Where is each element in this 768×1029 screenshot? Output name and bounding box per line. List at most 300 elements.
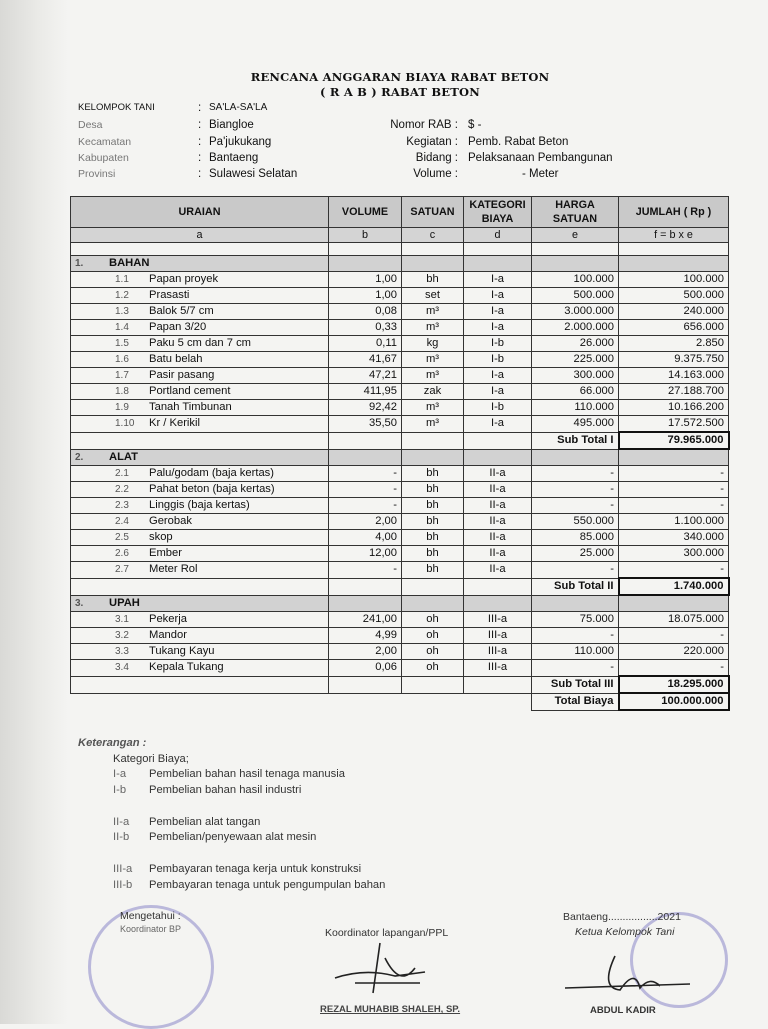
item-price: -: [532, 660, 619, 677]
section-name: ALAT: [109, 450, 138, 463]
item-category: I-a: [464, 416, 532, 433]
item-category: I-a: [464, 272, 532, 288]
item-number: 1.6: [115, 354, 129, 365]
item-price: 26.000: [532, 336, 619, 352]
item-category: I-b: [464, 336, 532, 352]
keterangan-code: I-b: [113, 784, 127, 796]
section-row: [71, 449, 729, 466]
info-value: SA'LA-SA'LA: [209, 102, 268, 113]
section-title: [71, 449, 329, 466]
item-unit: bh: [402, 272, 464, 288]
section-cell: [464, 449, 532, 466]
item-cell: [71, 612, 329, 628]
table-row: [71, 288, 729, 304]
col-letter: c: [402, 228, 464, 243]
section-cell: [402, 595, 464, 612]
sig-right-role: Ketua Kelompok Tani: [575, 926, 675, 938]
subtotal-empty: [464, 578, 532, 595]
subtotal-value: 1.740.000: [619, 578, 729, 595]
signature-right: [560, 948, 700, 1003]
blank-cell: [329, 243, 402, 256]
item-volume: -: [329, 498, 402, 514]
info-value: Pa'jukukang: [209, 136, 272, 148]
item-volume: 0,08: [329, 304, 402, 320]
subtotal-empty: [464, 676, 532, 693]
section-name: UPAH: [109, 596, 140, 609]
item-number: 1.3: [115, 306, 129, 317]
keterangan-code: II-b: [113, 831, 130, 843]
total-empty: [329, 693, 402, 710]
item-volume: 241,00: [329, 612, 402, 628]
item-price: -: [532, 562, 619, 579]
item-cell: [71, 466, 329, 482]
item-name: Papan proyek: [149, 273, 219, 285]
col-letter: b: [329, 228, 402, 243]
item-unit: oh: [402, 660, 464, 677]
item-name: Tanah Timbunan: [149, 401, 232, 413]
keterangan-code: III-a: [113, 863, 133, 875]
item-total: 2.850: [619, 336, 729, 352]
item-total: 500.000: [619, 288, 729, 304]
subtotal-empty: [71, 676, 329, 693]
col-header-satuan: SATUAN: [402, 197, 464, 228]
item-category: II-a: [464, 514, 532, 530]
item-volume: 1,00: [329, 272, 402, 288]
item-price: -: [532, 482, 619, 498]
item-number: 2.6: [115, 548, 129, 559]
section-cell: [402, 449, 464, 466]
item-total: 9.375.750: [619, 352, 729, 368]
document-page: [70, 0, 768, 1024]
item-name: Linggis (baja kertas): [149, 499, 250, 511]
item-cell: [71, 514, 329, 530]
item-name: Pasir pasang: [149, 369, 215, 381]
item-number: 2.4: [115, 516, 129, 527]
item-total: 17.572.500: [619, 416, 729, 433]
item-number: 1.4: [115, 322, 129, 333]
item-total: 14.163.000: [619, 368, 729, 384]
sig-right-place-date: Bantaeng.................2021: [563, 911, 681, 923]
item-volume: 4,00: [329, 530, 402, 546]
info-sep: :: [198, 102, 202, 114]
info-right-label: Nomor RAB :: [390, 119, 458, 131]
section-row: [71, 256, 729, 272]
item-total: 27.188.700: [619, 384, 729, 400]
item-category: III-a: [464, 660, 532, 677]
item-volume: 35,50: [329, 416, 402, 433]
table-row: [71, 562, 729, 579]
item-volume: -: [329, 482, 402, 498]
item-unit: set: [402, 288, 464, 304]
subtotal-empty: [402, 676, 464, 693]
item-price: 25.000: [532, 546, 619, 562]
item-cell: [71, 628, 329, 644]
keterangan-item: [113, 863, 361, 875]
info-right-label: Volume :: [413, 168, 458, 180]
keterangan-text: Pembelian/penyewaan alat mesin: [149, 831, 317, 843]
item-unit: m³: [402, 400, 464, 416]
total-empty: [71, 693, 329, 710]
item-price: 300.000: [532, 368, 619, 384]
section-cell: [619, 595, 729, 612]
item-number: 2.1: [115, 468, 129, 479]
col-header-volume: VOLUME: [329, 197, 402, 228]
item-name: Gerobak: [149, 515, 192, 527]
keterangan-text: Pembelian bahan hasil industri: [149, 784, 302, 796]
item-name: Kr / Kerikil: [149, 417, 200, 430]
table-row: [71, 384, 729, 400]
keterangan-subtitle: Kategori Biaya;: [113, 753, 189, 765]
item-category: III-a: [464, 644, 532, 660]
item-unit: zak: [402, 384, 464, 400]
item-price: 500.000: [532, 288, 619, 304]
item-category: I-a: [464, 288, 532, 304]
item-number: 2.3: [115, 500, 129, 511]
section-name: BAHAN: [109, 257, 150, 269]
table-row: [71, 416, 729, 433]
section-cell: [464, 595, 532, 612]
item-unit: m³: [402, 352, 464, 368]
info-label: KELOMPOK TANI: [78, 102, 155, 113]
col-header-uraian: URAIAN: [71, 197, 329, 228]
table-row: [71, 400, 729, 416]
item-number: 1.7: [115, 370, 129, 381]
document-title: RENCANA ANGGARAN BIAYA RABAT BETON: [250, 70, 550, 84]
item-number: 1.8: [115, 386, 129, 397]
blank-cell: [619, 243, 729, 256]
table-row: [71, 546, 729, 562]
item-number: 2.5: [115, 532, 129, 543]
item-category: I-a: [464, 368, 532, 384]
item-total: 340.000: [619, 530, 729, 546]
item-name: Pekerja: [149, 613, 187, 625]
item-volume: -: [329, 562, 402, 579]
item-cell: [71, 660, 329, 677]
item-volume: 92,42: [329, 400, 402, 416]
info-label: Desa: [78, 119, 103, 131]
table-row: [71, 498, 729, 514]
item-unit: m³: [402, 416, 464, 433]
section-cell: [532, 595, 619, 612]
item-number: 1.1: [115, 274, 129, 285]
item-number: 3.4: [115, 662, 129, 674]
item-category: I-a: [464, 304, 532, 320]
item-unit: kg: [402, 336, 464, 352]
item-total: -: [619, 482, 729, 498]
item-number: 1.10: [115, 418, 135, 430]
subtotal-empty: [71, 578, 329, 595]
table-body: [71, 243, 729, 711]
item-unit: oh: [402, 612, 464, 628]
sig-middle-name: REZAL MUHABIB SHALEH, SP.: [320, 1004, 461, 1015]
item-volume: 0,33: [329, 320, 402, 336]
subtotal-value: 18.295.000: [619, 676, 729, 693]
item-total: -: [619, 466, 729, 482]
item-volume: 2,00: [329, 644, 402, 660]
item-cell: [71, 562, 329, 579]
section-cell: [329, 256, 402, 272]
keterangan-item: [113, 784, 301, 796]
table-row: [71, 644, 729, 660]
info-right-value: $ -: [468, 119, 482, 131]
item-cell: [71, 272, 329, 288]
col-letter: a: [71, 228, 329, 243]
subtotal-empty: [402, 578, 464, 595]
item-category: II-a: [464, 466, 532, 482]
total-value: 100.000.000: [619, 693, 729, 710]
item-total: -: [619, 498, 729, 514]
item-cell: [71, 352, 329, 368]
item-volume: 47,21: [329, 368, 402, 384]
document-subtitle: ( R A B ) RABAT BETON: [320, 85, 480, 99]
item-cell: [71, 288, 329, 304]
item-unit: m³: [402, 320, 464, 336]
item-category: I-b: [464, 352, 532, 368]
keterangan-text: Pembayaran tenaga kerja untuk konstruksi: [149, 863, 362, 875]
col-header-jumlah: JUMLAH ( Rp ): [619, 197, 729, 228]
item-cell: [71, 384, 329, 400]
item-number: 2.7: [115, 564, 129, 576]
item-cell: [71, 416, 329, 433]
item-cell: [71, 644, 329, 660]
table-row: [71, 336, 729, 352]
item-price: 110.000: [532, 644, 619, 660]
subtotal-label: Sub Total II: [532, 578, 619, 595]
subtotal-empty: [402, 432, 464, 449]
item-cell: [71, 304, 329, 320]
item-cell: [71, 546, 329, 562]
item-number: 1.2: [115, 290, 129, 301]
table-row: [71, 530, 729, 546]
item-name: Meter Rol: [149, 563, 198, 576]
item-price: 550.000: [532, 514, 619, 530]
table-row: [71, 612, 729, 628]
table-row: [71, 368, 729, 384]
item-cell: [71, 320, 329, 336]
item-total: -: [619, 562, 729, 579]
signature-middle: [325, 938, 445, 998]
item-price: 495.000: [532, 416, 619, 433]
info-value: Sulawesi Selatan: [209, 168, 298, 180]
item-unit: oh: [402, 628, 464, 644]
info-right-value: - Meter: [522, 168, 559, 180]
info-sep: :: [198, 152, 202, 164]
col-header-kategori: KATEGORI BIAYA: [464, 197, 532, 228]
item-name: Portland cement: [149, 385, 231, 397]
item-unit: bh: [402, 482, 464, 498]
item-number: 3.3: [115, 646, 129, 657]
info-right-value: Pemb. Rabat Beton: [468, 136, 569, 148]
section-cell: [329, 595, 402, 612]
section-title: [71, 595, 329, 612]
keterangan-code: III-b: [113, 879, 133, 891]
item-name: Pahat beton (baja kertas): [149, 483, 275, 495]
sig-left-label: Mengetahui :: [120, 910, 181, 922]
item-price: 110.000: [532, 400, 619, 416]
subtotal-empty: [329, 432, 402, 449]
item-unit: bh: [402, 466, 464, 482]
section-cell: [329, 449, 402, 466]
item-price: 225.000: [532, 352, 619, 368]
section-cell: [619, 449, 729, 466]
item-name: Papan 3/20: [149, 321, 207, 333]
item-name: Ember: [149, 547, 182, 559]
item-volume: 0,06: [329, 660, 402, 677]
item-category: I-a: [464, 384, 532, 400]
item-volume: -: [329, 466, 402, 482]
item-category: II-a: [464, 498, 532, 514]
item-unit: oh: [402, 644, 464, 660]
item-number: 3.2: [115, 630, 129, 641]
keterangan-text: Pembelian alat tangan: [149, 816, 261, 828]
info-sep: :: [198, 168, 202, 180]
item-volume: 41,67: [329, 352, 402, 368]
section-number: 2.: [75, 451, 84, 463]
item-total: 300.000: [619, 546, 729, 562]
table-row: [71, 304, 729, 320]
item-category: I-a: [464, 320, 532, 336]
item-unit: m³: [402, 304, 464, 320]
section-cell: [464, 256, 532, 272]
keterangan-title: Keterangan :: [78, 737, 147, 749]
total-row: [71, 693, 729, 710]
table-row: [71, 514, 729, 530]
item-category: III-a: [464, 628, 532, 644]
item-category: II-a: [464, 546, 532, 562]
item-total: 220.000: [619, 644, 729, 660]
info-value: Bantaeng: [209, 152, 259, 164]
item-number: 2.2: [115, 484, 129, 495]
blank-cell: [402, 243, 464, 256]
item-number: 3.1: [115, 614, 129, 625]
blank-cell: [532, 243, 619, 256]
item-volume: 12,00: [329, 546, 402, 562]
item-name: Batu belah: [149, 353, 203, 365]
subtotal-empty: [71, 432, 329, 449]
total-label: Total Biaya: [532, 693, 619, 710]
section-number: 3.: [75, 597, 84, 609]
item-volume: 2,00: [329, 514, 402, 530]
item-total: 10.166.200: [619, 400, 729, 416]
table-row: [71, 628, 729, 644]
item-number: 1.5: [115, 338, 129, 349]
item-name: Balok 5/7 cm: [149, 305, 214, 317]
subtotal-empty: [329, 676, 402, 693]
total-empty: [464, 693, 532, 710]
item-name: Kepala Tukang: [149, 661, 224, 674]
item-price: 2.000.000: [532, 320, 619, 336]
section-cell: [402, 256, 464, 272]
col-letter: e: [532, 228, 619, 243]
item-category: II-a: [464, 562, 532, 579]
subtotal-value: 79.965.000: [619, 432, 729, 449]
info-value: Biangloe: [209, 119, 254, 131]
item-price: 85.000: [532, 530, 619, 546]
keterangan-code: II-a: [113, 816, 130, 828]
info-label: Kabupaten: [78, 152, 129, 164]
subtotal-label: Sub Total I: [532, 432, 619, 449]
table-row: [71, 482, 729, 498]
item-cell: [71, 400, 329, 416]
item-price: 3.000.000: [532, 304, 619, 320]
info-right-label: Bidang :: [415, 152, 458, 164]
item-volume: 4,99: [329, 628, 402, 644]
rab-table: [70, 196, 730, 711]
item-number: 1.9: [115, 402, 129, 413]
sig-middle-label: Koordinator lapangan/PPL: [325, 927, 449, 939]
item-unit: bh: [402, 514, 464, 530]
table-letter-row: [71, 228, 729, 243]
info-sep: :: [198, 136, 202, 148]
table-row: [71, 320, 729, 336]
item-price: -: [532, 628, 619, 644]
item-price: 66.000: [532, 384, 619, 400]
item-unit: bh: [402, 546, 464, 562]
blank-row: [71, 243, 729, 256]
col-letter: d: [464, 228, 532, 243]
sig-left-role: Koordinator BP: [120, 924, 182, 934]
item-total: 240.000: [619, 304, 729, 320]
item-total: 18.075.000: [619, 612, 729, 628]
sig-right-name: ABDUL KADIR: [590, 1005, 656, 1016]
item-name: Palu/godam (baja kertas): [149, 467, 274, 479]
item-total: -: [619, 660, 729, 677]
table-row: [71, 660, 729, 677]
section-row: [71, 595, 729, 612]
section-title: [71, 256, 329, 272]
item-volume: 411,95: [329, 384, 402, 400]
item-category: I-b: [464, 400, 532, 416]
item-cell: [71, 368, 329, 384]
subtotal-label: Sub Total III: [532, 676, 619, 693]
info-sep: :: [198, 119, 202, 131]
total-empty: [402, 693, 464, 710]
item-cell: [71, 498, 329, 514]
blank-cell: [71, 243, 329, 256]
subtotal-empty: [329, 578, 402, 595]
info-right-value: Pelaksanaan Pembangunan: [468, 152, 613, 164]
keterangan-item: [113, 879, 385, 891]
subtotal-empty: [464, 432, 532, 449]
keterangan-code: I-a: [113, 768, 127, 780]
section-number: 1.: [75, 258, 84, 269]
item-total: -: [619, 628, 729, 644]
item-price: 75.000: [532, 612, 619, 628]
item-price: 100.000: [532, 272, 619, 288]
item-cell: [71, 336, 329, 352]
item-name: Prasasti: [149, 289, 190, 301]
item-price: -: [532, 498, 619, 514]
info-label: Provinsi: [78, 168, 116, 180]
info-right-label: Kegiatan :: [406, 136, 458, 148]
item-category: III-a: [464, 612, 532, 628]
item-unit: bh: [402, 530, 464, 546]
item-price: -: [532, 466, 619, 482]
table-row: [71, 272, 729, 288]
item-name: Tukang Kayu: [149, 645, 215, 657]
subtotal-row: [71, 578, 729, 595]
table-row: [71, 352, 729, 368]
subtotal-row: [71, 432, 729, 449]
item-total: 656.000: [619, 320, 729, 336]
section-cell: [532, 256, 619, 272]
item-volume: 0,11: [329, 336, 402, 352]
item-name: Paku 5 cm dan 7 cm: [149, 337, 251, 349]
item-total: 100.000: [619, 272, 729, 288]
keterangan-item: [113, 831, 316, 843]
table-header-row: [71, 197, 729, 228]
keterangan-text: Pembayaran tenaga untuk pengumpulan bahan: [149, 879, 386, 891]
